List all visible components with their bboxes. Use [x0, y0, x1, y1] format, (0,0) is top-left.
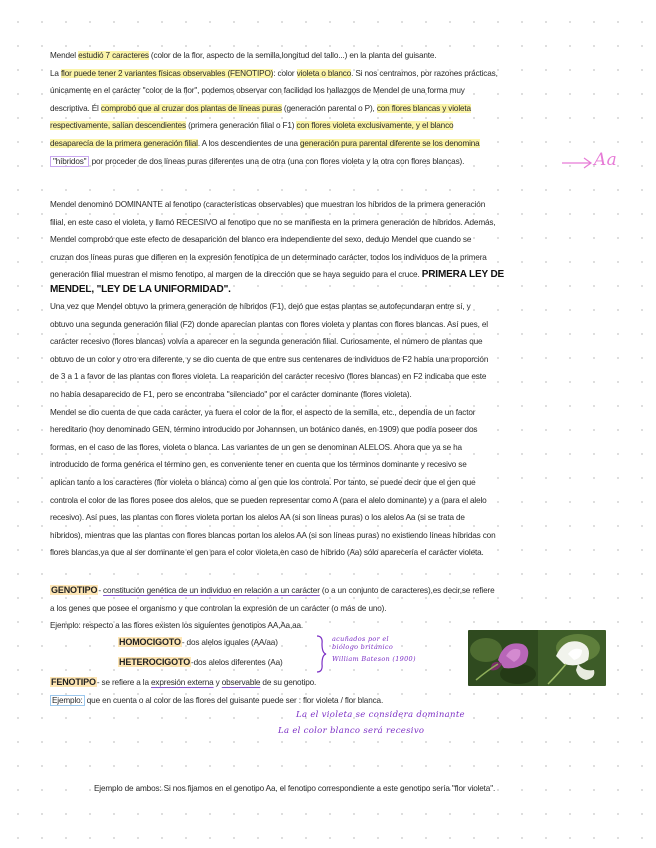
line: La flor puede tener 2 variantes físicas observables (FENOTIPO): color violeta o blanco. Si nos centramos, por razones prácticas, — [50, 68, 498, 78]
line: Ejemplo: que en cuenta o al color de las flores del guisante puede ser : flor violeta / flor blanca. — [52, 695, 384, 705]
line: Mendel denominó DOMINANTE al fenotipo (características observables) que muestran los híbridos de la primera generación — [50, 200, 486, 209]
fenotipo-section — [50, 674, 610, 709]
line: MENDEL, "LEY DE LA UNIFORMIDAD". — [50, 283, 231, 295]
line: obtuvo una segunda generación filial (F2) donde aparecían plantas con flores violeta y plantas con flores blancas. Así pues, el — [50, 319, 488, 329]
line: cruzan dos líneas puras que difieren en la expresión fenotípica de un determinado carácter, todos los individuos de la primera — [50, 252, 487, 262]
line: Una vez que Mendel obtuvo la primera generación de híbridos (F1), dejó que estas plantas se autofecundaran entre sí, y — [50, 302, 471, 311]
paragraph-dominante — [50, 196, 610, 296]
handwritten-recesivo: La el color blanco será recesivo — [278, 726, 425, 736]
genotipo-section — [50, 582, 610, 635]
line: respectivamente, salían descendientes (primera generación filial o F1) con flores violeta exclusivamente, y el blanco — [50, 121, 454, 131]
line: Ejemplo: respecto a las flores existen los siguientes genotipos AA,Aa,aa. — [50, 621, 304, 631]
genotipo-term: GENOTIPO — [51, 585, 98, 595]
footer-example — [94, 780, 614, 798]
line: Mendel comprobó que este efecto de desaparición del blanco era independiente del sexo, dedujo Mendel que cuando se — [50, 235, 472, 245]
line: controla el color de las flores posee dos alelos, que se pueden representar como A (para el alelo dominante) y a (para el alelo — [50, 495, 487, 505]
line: obtuvo de un color y otro era diferente, y se dio cuenta de que entre sus centenares de individuos de F2 había una proporción — [50, 354, 489, 364]
line: HOMOCIGOTO- dos alelos iguales (AA/aa) — [119, 637, 278, 647]
handwritten-dominante: La el violeta se considera dominante — [296, 710, 465, 720]
line: de 3 a 1 a favor de las plantas con flores violeta. La reaparición del carácter recesivo (flores blancas) en F2 indicaba que este — [50, 372, 487, 382]
homocigoto-term: HOMOCIGOTO — [119, 637, 181, 647]
first-law-title: PRIMERA LEY DE — [421, 269, 505, 281]
heterocigoto-line — [118, 654, 338, 672]
line: únicamente en el carácter "color de la flor", podemos observar con facilidad los hallazgos de Mendel de una forma muy — [50, 86, 465, 96]
line: carácter recesivo (flores blancas) volvía a aparecer en la segunda generación filial. Curiosamente, el número de plantas que — [50, 337, 483, 347]
line: hereditario (hoy denominado GEN, término introducido por Johannsen, un botánico danés, en 1909) que podía poseer dos — [50, 425, 478, 435]
line: formas, en el caso de las flores, violeta o blanca. Las variantes de un gen se denominan ALELOS. Ahora que ya se ha — [50, 442, 462, 452]
heterocigoto-term: HETEROCIGOTO — [119, 657, 191, 667]
bateson-note — [332, 635, 416, 663]
fenotipo-term: FENOTIPO — [51, 677, 96, 687]
line: introducido de forma genérica el término gen, es conveniente tener en cuenta que los términos dominante y recesivo se — [50, 460, 467, 470]
line: HETEROCIGOTO-dos alelos diferentes (Aa) — [119, 657, 283, 667]
homocigoto-line — [118, 634, 338, 652]
note-line: William Bateson (1900) — [332, 655, 416, 663]
line: a los genes que posee el organismo y que controlan la expresión de un carácter (o más de uno). — [50, 603, 387, 613]
line: Mendel se dio cuenta de que cada carácter, ya fuera el color de la flor, el aspecto de la semilla, etc., dependía de un factor — [50, 407, 476, 417]
brace-icon — [314, 634, 328, 674]
line: recesivo). Así pues, las plantas con flores violeta portan los alelos AA (si son líneas puras) o los alelos Aa (si se trata de — [50, 513, 465, 523]
annotation-aa: Aa — [594, 150, 618, 170]
paragraph-intro — [50, 47, 610, 170]
line: filial, en este caso el violeta, y llamó RECESIVO al fenotipo que no se manifiesta en la primera generación de híbridos. Además, — [50, 217, 496, 227]
hibridos-box: "híbridos" — [50, 156, 89, 167]
line: híbridos), mientras que las plantas con flores blancas portan los alelos AA (si son líneas puras) no existiendo líneas híbridas con — [50, 530, 496, 540]
line: Mendel estudió 7 caracteres (color de la flor, aspecto de la semilla,longitud del tallo...) en la planta del guisante. — [50, 51, 437, 60]
line: aplican tanto a los caracteres (flor violeta o blanca) como al gen que los controla. Por tanto, se puede decir que el gen que — [50, 477, 476, 487]
line: no había desaparecido de F1, pero se encontraba "silenciado" por el carácter dominante (flores violeta). — [50, 389, 412, 399]
line: desaparecía de la primera generación filial. A los descendientes de una generación pura parental diferente se los denomina — [50, 138, 480, 148]
paragraph-segunda-generacion — [50, 298, 610, 562]
line: flores blancas,ya que al ser dominante el gen para el color violeta,en caso de híbrido (Aa) sólo aparecería el carácter violeta. — [50, 548, 484, 558]
line: Ejemplo de ambos: Si nos fijamos en el genotipo Aa, el fenotipo correspondiente a este genotipo sería "flor violeta". — [94, 784, 496, 793]
ejemplo-box: Ejemplo: — [52, 695, 83, 705]
line: FENOTIPO- se refiere a la expresión externa y observable de su genotipo. — [51, 677, 317, 687]
line: GENOTIPO- constitución genética de un individuo en relación a un carácter (o a un conjunto de caracteres),es decir,se refiere — [51, 585, 495, 595]
line: generación filial muestran el mismo fenotipo, al margen de la dirección que se haya seguido para el cruce. PRIMERA LEY DE — [50, 269, 505, 281]
line: descriptiva. Él comprobó que al cruzar dos plantas de líneas puras (generación parental o P), con flores blancas y violeta — [50, 103, 471, 113]
line: "híbridos" por proceder de dos líneas puras diferentes una de otra (una con flores violeta y la otra con flores blancas). — [50, 153, 610, 171]
note-line: acuñados por el — [332, 635, 389, 643]
note-line: biólogo británico — [332, 643, 394, 651]
